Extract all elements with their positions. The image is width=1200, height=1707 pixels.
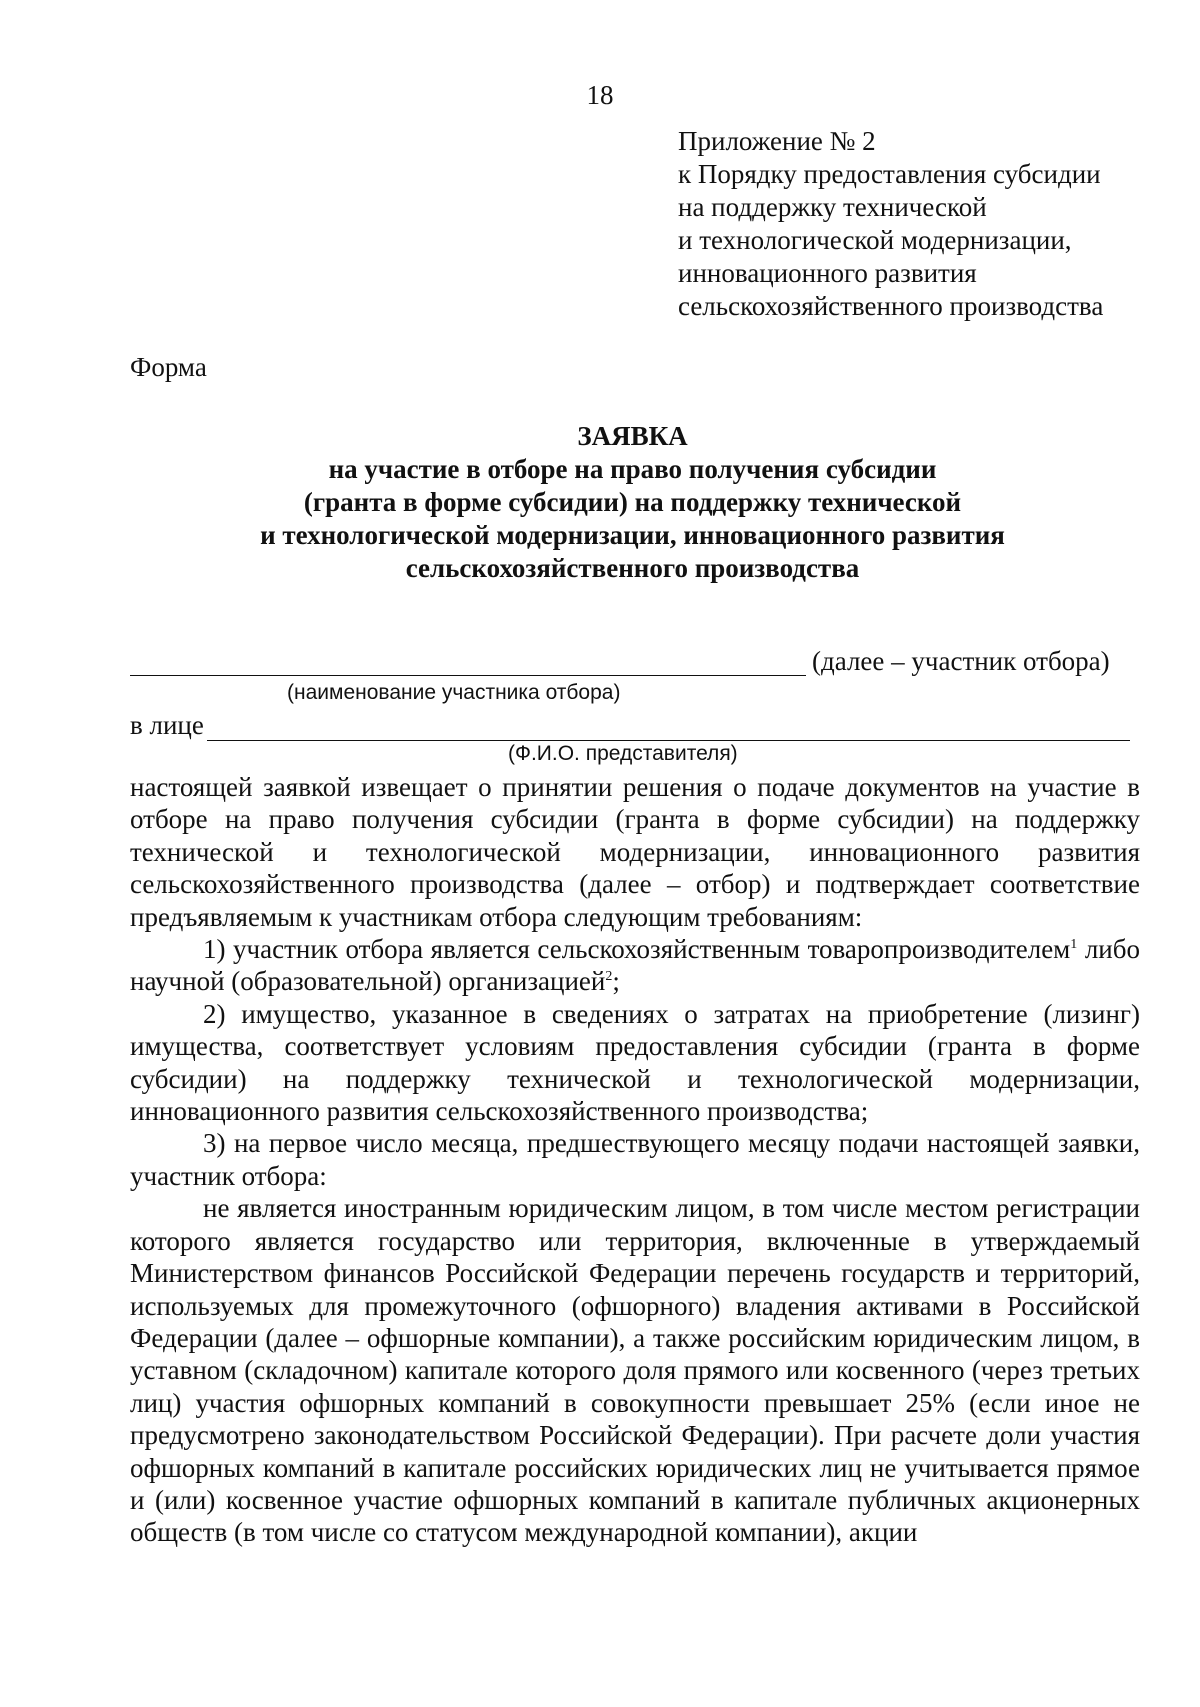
representative-prefix: в лице bbox=[130, 710, 204, 740]
item1-text-cont: либо научной (образовательной) организацией bbox=[130, 934, 1140, 997]
appendix-line: на поддержку технической bbox=[678, 192, 987, 222]
title-heading: ЗАЯВКА bbox=[577, 421, 688, 451]
item1-text-end: ; bbox=[612, 966, 620, 997]
participant-name-line[interactable] bbox=[130, 641, 806, 676]
appendix-line: Приложение № 2 bbox=[678, 126, 876, 156]
appendix-line: к Порядку предоставления субсидии bbox=[678, 159, 1101, 189]
intro-paragraph: настоящей заявкой извещает о принятии решения о подаче документов на участие в отборе на право получения субсидии (гранта в форме субсидии) на поддержку технической и технологической модернизации, инновационного развития сельскохозяйственного производства (далее – отбор) и подтверждает соответствие предъявляемым к участникам отбора следующим требованиям: bbox=[130, 772, 1140, 932]
representative-name-line[interactable] bbox=[207, 708, 1130, 741]
requirement-item-1 bbox=[130, 933, 1140, 998]
footnote-ref: 2 bbox=[605, 969, 613, 985]
requirement-item-3-paragraph: не является иностранным юридическим лицом, в том числе местом регистрации которого является государство или территория, включенные в утверждаемый Министерством финансов Российской Федерации перечень государств и территорий, используемых для промежуточного (офшорного) владения активами в Российской Федерации (далее – офшорные компании), а также российским юридическим лицом, в уставном (складочном) капитале которого доля прямого или косвенного (через третьих лиц) участия офшорных компаний в совокупности превышает 25% (если иное не предусмотрено законодательством Российской Федерации). При расчете доли участия офшорных компаний в капитале российских юридических лиц не учитывается прямое и (или) косвенное участие офшорных компаний в капитале публичных акционерных обществ (в том числе со статусом международной компании), акции bbox=[130, 1193, 1140, 1548]
requirement-item-3: 3) на первое число месяца, предшествующего месяцу подачи настоящей заявки, участник отбора: bbox=[130, 1128, 1140, 1191]
participant-suffix: (далее – участник отбора) bbox=[812, 646, 1110, 676]
title-line: (гранта в форме субсидии) на поддержку технической bbox=[303, 487, 962, 517]
footnote-ref: 1 bbox=[1070, 937, 1078, 953]
item1-text: 1) участник отбора является сельскохозяйственным товаропроизводителем bbox=[203, 934, 1071, 965]
application-body bbox=[130, 771, 1140, 1549]
document-title bbox=[0, 420, 1200, 585]
page-number: 18 bbox=[586, 80, 614, 110]
title-line: и технологической модернизации, инновационного развития bbox=[260, 520, 1005, 550]
participant-caption: (наименование участника отбора) bbox=[287, 681, 621, 704]
appendix-line: сельскохозяйственного производства bbox=[678, 291, 1104, 321]
representative-caption: (Ф.И.О. представителя) bbox=[508, 742, 738, 765]
title-line: на участие в отборе на право получения субсидии bbox=[328, 454, 937, 484]
appendix-line: инновационного развития bbox=[678, 258, 977, 288]
appendix-line: и технологической модернизации, bbox=[678, 225, 1072, 255]
appendix-reference bbox=[678, 125, 1103, 323]
title-line: сельскохозяйственного производства bbox=[405, 553, 860, 583]
form-label: Форма bbox=[130, 352, 207, 382]
requirement-item-2: 2) имущество, указанное в сведениях о затратах на приобретение (лизинг) имущества, соответствует условиям предоставления субсидии (гранта в форме субсидии) на поддержку технической и технологической модернизации, инновационного развития сельскохозяйственного производства; bbox=[130, 998, 1140, 1127]
